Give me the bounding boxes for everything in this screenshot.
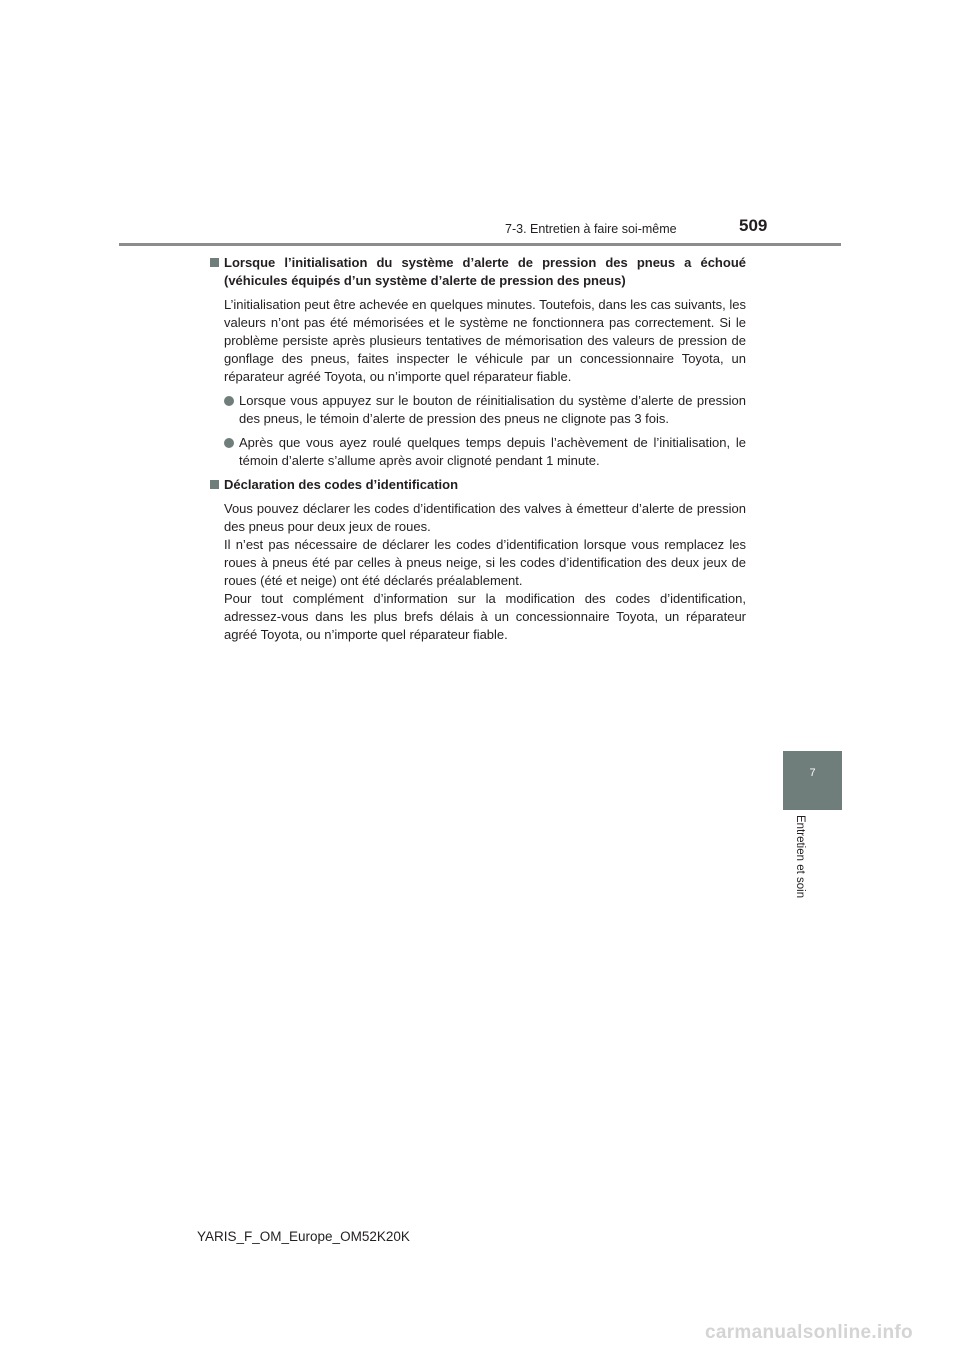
watermark: carmanualsonline.info bbox=[705, 1322, 913, 1343]
footer-doc-code: YARIS_F_OM_Europe_OM52K20K bbox=[197, 1229, 410, 1244]
section-tpws-init-failed bbox=[210, 254, 746, 470]
section-heading bbox=[210, 476, 746, 494]
section-id-codes bbox=[210, 476, 746, 644]
list-item-text: Après que vous ayez roulé quelques temps depuis l’achèvement de l’initialisation, le témoin d’alerte s’allume après avoir clignoté pendant 1 minute. bbox=[239, 435, 746, 468]
circle-bullet-icon bbox=[224, 438, 234, 448]
section-heading-text: Lorsque l’initialisation du système d’alerte de pression des pneus a échoué (véhicules équipés d’un système d’alerte de pression des pneus) bbox=[224, 255, 746, 288]
chapter-label: Entretien et soin bbox=[794, 815, 806, 899]
section-paragraph: Vous pouvez déclarer les codes d’identification des valves à émetteur d’alerte de pression des pneus pour deux jeux de roues. Il n’est pas nécessaire de déclarer les codes d’identification lorsque vous remplacez les roues à pneus été par celles à pneus neige, si les codes d’identification des deux jeux de roues (été et neige) ont été déclarés préalablement. Pour tout complément d’information sur la modification des codes d’identification, adressez-vous dans les plus brefs délais à un concessionnaire Toyota, un réparateur agréé Toyota, ou n’importe quel réparateur fiable. bbox=[224, 501, 746, 642]
list-item bbox=[224, 434, 746, 470]
header-rule bbox=[119, 243, 841, 246]
circle-bullet-icon bbox=[224, 396, 234, 406]
section-paragraph: L’initialisation peut être achevée en quelques minutes. Toutefois, dans les cas suivants, les valeurs n’ont pas été mémorisées et le système ne fonctionnera pas correctement. Si le problème persiste après plusieurs tentatives de mémorisation des valeurs de pression de gonflage des pneus, faites inspecter le véhicule par un concessionnaire Toyota, un réparateur agréé Toyota, ou n’importe quel réparateur fiable. bbox=[224, 297, 746, 384]
main-content bbox=[210, 254, 746, 650]
chapter-tab bbox=[783, 751, 842, 810]
list-item-text: Lorsque vous appuyez sur le bouton de réinitialisation du système d’alerte de pression des pneus, le témoin d’alerte de pression des pneus ne clignote pas 3 fois. bbox=[239, 393, 746, 426]
section-heading bbox=[210, 254, 746, 290]
section-heading-text: Déclaration des codes d’identification bbox=[224, 477, 459, 492]
square-bullet-icon bbox=[210, 258, 219, 267]
square-bullet-icon bbox=[210, 480, 219, 489]
list-item bbox=[224, 392, 746, 428]
page-number: 509 bbox=[739, 216, 768, 235]
chapter-number: 7 bbox=[809, 767, 816, 779]
header-section-title: 7-3. Entretien à faire soi-même bbox=[505, 222, 677, 236]
